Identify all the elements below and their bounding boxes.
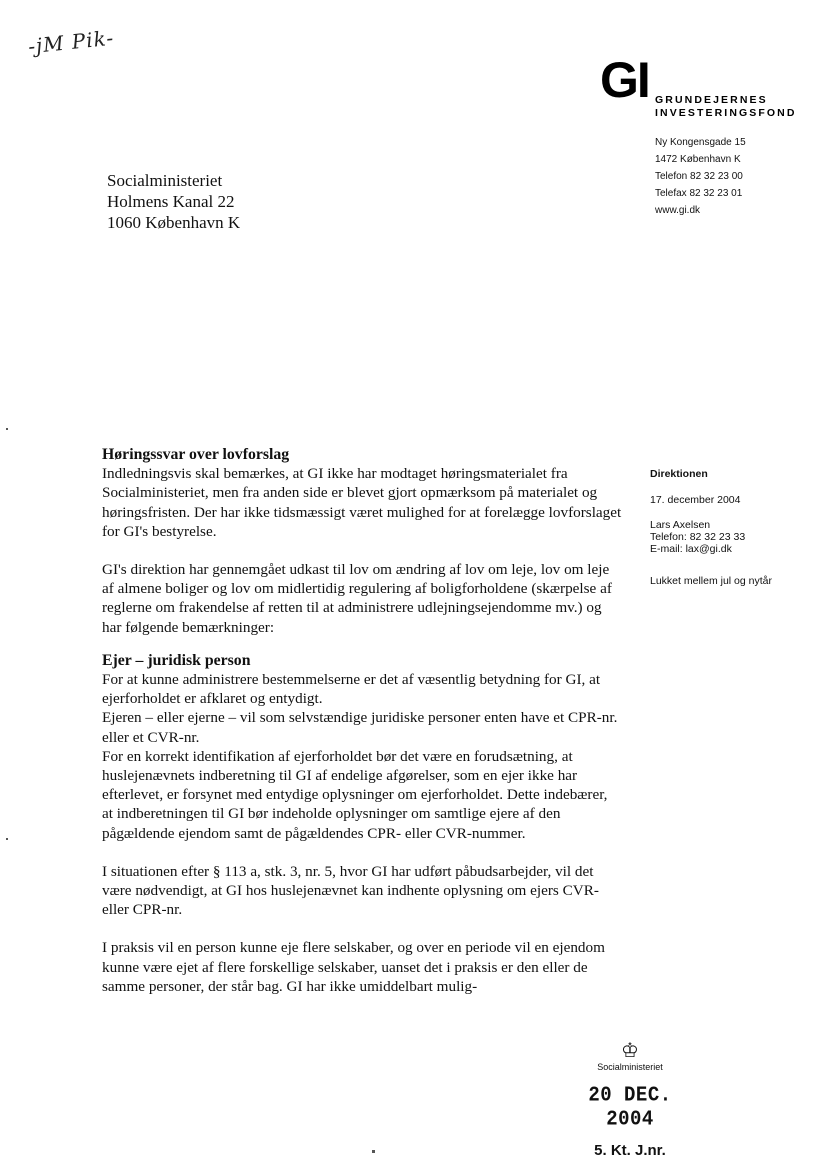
sender-website: www.gi.dk (655, 205, 701, 216)
sender-details (650, 468, 820, 587)
contact-person: Lars Axelsen Telefon: 82 32 23 33 E-mail: lax@gi.dk (650, 519, 746, 555)
sender-address (655, 134, 746, 219)
stamp-date: 20 DEC. 2004 (588, 1082, 672, 1132)
received-stamp (560, 1040, 700, 1160)
section-heading: Ejer – juridisk person (102, 651, 251, 669)
section-heading: Høringssvar over lovforslag (102, 446, 290, 463)
paragraph: For at kunne administrere bestemmelserne er det af væsentlig betydning for GI, at ejerforholdet er afklaret og entydigt. (102, 671, 601, 708)
sender-phone: Telefon 82 32 23 00 (655, 171, 743, 182)
sender-street: Ny Kongensgade 15 (655, 137, 746, 148)
scan-speck (372, 1150, 375, 1153)
sender-city: 1472 København K (655, 154, 741, 165)
department: Direktionen (650, 468, 708, 480)
scan-speck (6, 428, 8, 430)
paragraph: I praksis vil en person kunne eje flere selskaber, og over en periode vil en ejendom kunne være ejet af flere forskellige selskaber, uanset det i praksis er den eller de samme personer, der står bag. GI har ikke umiddelbart mulig- (102, 939, 605, 995)
stamp-organization: Socialministeriet (597, 1062, 663, 1072)
handwritten-note: -jM Pik- (26, 25, 116, 59)
stamp-journal: 5. Kt. J.nr. (594, 1142, 666, 1159)
crown-icon: ♔ (621, 1040, 639, 1062)
letter-body (102, 445, 622, 996)
sender-fax: Telefax 82 32 23 01 (655, 188, 743, 199)
letter-date: 17. december 2004 (650, 494, 741, 506)
recipient-address: Socialministeriet Holmens Kanal 22 1060 København K (107, 171, 241, 232)
scan-speck (6, 838, 8, 840)
organization-name: GRUNDEJERNES INVESTERINGSFOND (655, 94, 797, 119)
paragraph: GI's direktion har gennemgået udkast til lov om ændring af lov om leje, lov om leje af almene boliger og lov om midlertidig regulering af boligforholdene (skærpelse af reglerne om frakendelse af retten til at administrere udlejningsejendomme mv.) og har følgende bemærkninger: (102, 561, 612, 636)
paragraph: I situationen efter § 113 a, stk. 3, nr. 5, hvor GI har udført påbudsarbejder, vil det være nødvendigt, at GI hos huslejenævnet kan indhente oplysning om ejers CVR- eller CPR-nr. (102, 862, 599, 919)
paragraph: Indledningsvis skal bemærkes, at GI ikke har modtaget høringsmaterialet fra Socialministeriet, men fra anden side er blevet gjort opmærksom på materialet og høringsfristen. Der har ikke tidsmæssigt været mulighed for at forelægge lovforslaget for GI's bestyrelse. (102, 465, 622, 540)
gi-logo: GI (600, 52, 649, 108)
closing-note: Lukket mellem jul og nytår (650, 575, 772, 587)
paragraph: Ejeren – eller ejerne – vil som selvstændige juridiske personer enten have et CPR-nr. eller et CVR-nr. (102, 709, 618, 746)
paragraph: For en korrekt identifikation af ejerforholdet bør det være en forudsætning, at huslejenævnets indberetning til GI af endelige afgørelser, som en ejer ikke har efterlevet, er forsynet med entydige oplysninger om ejerforholdet. Dette indebærer, at indberetningen til GI bør indeholde oplysninger om samtlige ejere af den pågældende ejendom samt de pågældendes CPR- eller CVR-nummer. (102, 747, 608, 842)
